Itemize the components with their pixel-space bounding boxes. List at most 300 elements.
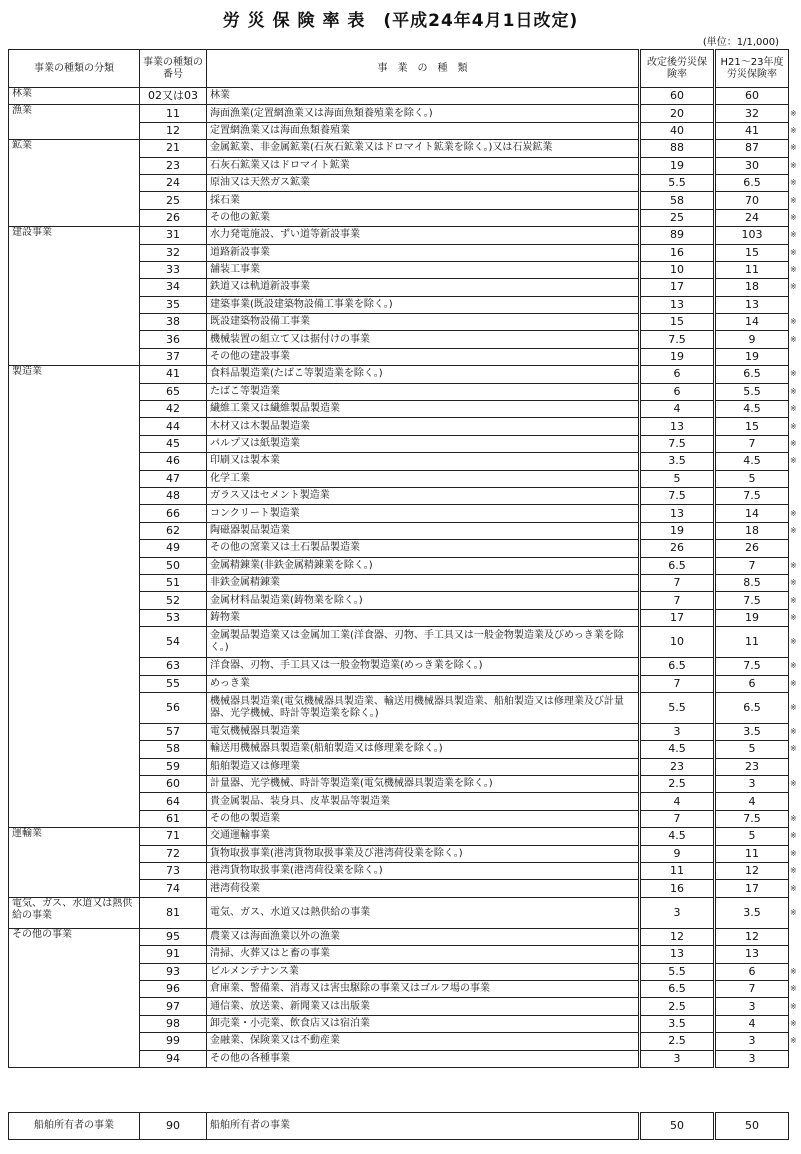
revision-mark: ※ [790,907,797,917]
new-rate: 13 [640,946,715,963]
revision-mark: ※ [790,612,797,622]
old-rate: 15 [715,418,789,435]
new-rate: 25 [640,209,715,226]
new-rate: 13 [640,505,715,522]
old-rate: 6.5 [715,366,789,383]
business-number: 98 [140,1015,207,1032]
business-number: 48 [140,487,207,504]
business-name: 食料品製造業(たばこ等製造業を除く。) [207,366,640,383]
business-number: 52 [140,592,207,609]
table-row [9,897,799,928]
revision-mark [789,928,799,945]
old-rate: 103 [715,227,789,244]
category-cell: 電気、ガス、水道又は熱供給の事業 [9,897,140,928]
old-rate: 4 [715,793,789,810]
business-name: 金融業、保険業又は不動産業 [207,1033,640,1050]
revision-mark: ※ [790,866,797,876]
business-name: 洋食器、刃物、手工具又は一般金物製造業(めっき業を除く。) [207,658,640,675]
revision-mark [789,88,799,105]
old-rate: 3 [715,998,789,1015]
table-row [9,105,799,122]
revision-mark: ※ [790,160,797,170]
new-rate: 40 [640,122,715,139]
category-cell: 漁業 [9,105,140,140]
business-number: 02又は03 [140,88,207,105]
revision-mark: ※ [790,637,797,647]
revision-mark: ※ [790,848,797,858]
new-rate: 6 [640,366,715,383]
revision-mark: ※ [790,702,797,712]
business-name: 石灰石鉱業又はドロマイト鉱業 [207,157,640,174]
revision-mark: ※ [790,178,797,188]
business-number: 53 [140,609,207,626]
old-rate: 17 [715,880,789,897]
old-rate: 3 [715,776,789,793]
business-number: 81 [140,897,207,928]
new-rate: 7 [640,592,715,609]
business-number: 21 [140,140,207,157]
table-row [9,928,799,945]
new-rate: 5.5 [640,963,715,980]
business-name: めっき業 [207,675,640,692]
business-name: 海面漁業(定置網漁業又は海面魚類養殖業を除く。) [207,105,640,122]
revision-mark [789,758,799,775]
revision-mark: ※ [790,661,797,671]
business-number: 60 [140,776,207,793]
business-number: 57 [140,723,207,740]
old-rate: 5 [715,828,789,845]
business-name: 交通運輸事業 [207,828,640,845]
business-number: 71 [140,828,207,845]
category-cell: 建設事業 [9,227,140,366]
header-business: 事 業 の 種 類 [207,50,640,88]
business-name: たばこ等製造業 [207,383,640,400]
business-number: 51 [140,574,207,591]
new-rate: 4 [640,401,715,418]
new-rate: 10 [640,261,715,278]
new-rate: 3 [640,1050,715,1067]
old-rate: 14 [715,314,789,331]
footer-business: 船舶所有者の事業 [207,1113,640,1140]
business-name: 金属精錬業(非鉄金属精錬業を除く。) [207,557,640,574]
business-number: 72 [140,845,207,862]
revision-mark [789,540,799,557]
old-rate: 19 [715,609,789,626]
new-rate: 17 [640,609,715,626]
business-name: 木材又は木製品製造業 [207,418,640,435]
business-name: 倉庫業、警備業、消毒又は害虫駆除の事業又はゴルフ場の事業 [207,980,640,997]
new-rate: 3.5 [640,1015,715,1032]
revision-mark: ※ [790,744,797,754]
business-name: 水力発電施設、ずい道等新設事業 [207,227,640,244]
business-number: 45 [140,435,207,452]
revision-mark: ※ [790,525,797,535]
old-rate: 15 [715,244,789,261]
business-number: 44 [140,418,207,435]
old-rate: 5.5 [715,383,789,400]
business-name: 清掃、火葬又はと畜の事業 [207,946,640,963]
business-name: 機械装置の組立て又は据付けの事業 [207,331,640,348]
business-name: 繊維工業又は繊維製品製造業 [207,401,640,418]
business-name: 舗装工事業 [207,261,640,278]
new-rate: 58 [640,192,715,209]
new-rate: 6.5 [640,980,715,997]
old-rate: 23 [715,758,789,775]
business-number: 65 [140,383,207,400]
business-number: 94 [140,1050,207,1067]
new-rate: 88 [640,140,715,157]
new-rate: 23 [640,758,715,775]
revision-mark: ※ [790,1018,797,1028]
footer-row [9,1113,799,1140]
revision-mark: ※ [790,779,797,789]
old-rate: 3.5 [715,723,789,740]
revision-mark [789,487,799,504]
category-cell: その他の事業 [9,928,140,1067]
old-rate: 7.5 [715,810,789,827]
category-cell: 鉱業 [9,140,140,227]
business-number: 33 [140,261,207,278]
header-number: 事業の種類の番号 [140,50,207,88]
revision-mark: ※ [790,108,797,118]
business-name: 農業又は海面漁業以外の漁業 [207,928,640,945]
old-rate: 11 [715,261,789,278]
business-number: 58 [140,741,207,758]
business-name: 電気、ガス、水道又は熱供給の事業 [207,897,640,928]
revision-mark: ※ [790,831,797,841]
business-number: 61 [140,810,207,827]
business-name: 貨物取扱事業(港湾貨物取扱事業及び港湾荷役業を除く。) [207,845,640,862]
business-number: 63 [140,658,207,675]
revision-mark: ※ [790,578,797,588]
revision-mark: ※ [790,595,797,605]
business-number: 38 [140,314,207,331]
business-number: 99 [140,1033,207,1050]
business-number: 32 [140,244,207,261]
business-number: 96 [140,980,207,997]
old-rate: 41 [715,122,789,139]
old-rate: 6.5 [715,692,789,723]
business-name: 金属材料品製造業(鋳物業を除く。) [207,592,640,609]
business-name: ガラス又はセメント製造業 [207,487,640,504]
old-rate: 18 [715,522,789,539]
new-rate: 12 [640,928,715,945]
new-rate: 2.5 [640,1033,715,1050]
revision-mark: ※ [790,125,797,135]
revision-mark: ※ [790,984,797,994]
new-rate: 7.5 [640,435,715,452]
old-rate: 19 [715,348,789,365]
table-row [9,88,799,105]
business-name: 建築事業(既設建築物設備工事業を除く。) [207,296,640,313]
business-number: 56 [140,692,207,723]
business-name: 電気機械器具製造業 [207,723,640,740]
revision-mark [789,1050,799,1067]
revision-mark: ※ [790,386,797,396]
new-rate: 4 [640,793,715,810]
old-rate: 87 [715,140,789,157]
revision-mark: ※ [790,212,797,222]
old-rate: 9 [715,331,789,348]
old-rate: 3.5 [715,897,789,928]
category-cell: 林業 [9,88,140,105]
new-rate: 7.5 [640,487,715,504]
new-rate: 19 [640,157,715,174]
old-rate: 4.5 [715,401,789,418]
old-rate: 6 [715,963,789,980]
category-cell: 運輸業 [9,828,140,898]
business-name: 通信業、放送業、新聞業又は出版業 [207,998,640,1015]
old-rate: 11 [715,845,789,862]
revision-mark: ※ [790,334,797,344]
business-name: 原油又は天然ガス鉱業 [207,174,640,191]
revision-mark: ※ [790,421,797,431]
business-name: その他の製造業 [207,810,640,827]
new-rate: 7 [640,574,715,591]
revision-mark: ※ [790,265,797,275]
old-rate: 8.5 [715,574,789,591]
page-title: 労 災 保 険 率 表 (平成24年4月1日改定) [222,11,579,31]
old-rate: 12 [715,863,789,880]
old-rate: 32 [715,105,789,122]
old-rate: 7 [715,435,789,452]
table-row [9,366,799,383]
business-name: 鉄道又は軌道新設事業 [207,279,640,296]
footer-number: 90 [140,1113,207,1140]
old-rate: 70 [715,192,789,209]
business-number: 46 [140,453,207,470]
business-number: 41 [140,366,207,383]
old-rate: 60 [715,88,789,105]
revision-mark: ※ [790,814,797,824]
business-name: その他の各種事業 [207,1050,640,1067]
new-rate: 16 [640,880,715,897]
revision-mark: ※ [790,195,797,205]
old-rate: 7 [715,980,789,997]
new-rate: 7 [640,810,715,827]
old-rate: 26 [715,540,789,557]
new-rate: 6 [640,383,715,400]
new-rate: 10 [640,627,715,658]
new-rate: 20 [640,105,715,122]
revision-mark: ※ [790,966,797,976]
business-number: 12 [140,122,207,139]
revision-mark [789,946,799,963]
business-number: 55 [140,675,207,692]
new-rate: 2.5 [640,776,715,793]
new-rate: 5.5 [640,692,715,723]
header-old-rate: H21～23年度労災保険率 [715,50,789,88]
business-name: 貴金属製品、装身具、皮革製品等製造業 [207,793,640,810]
business-name: 計量器、光学機械、時計等製造業(電気機械器具製造業を除く。) [207,776,640,793]
business-number: 35 [140,296,207,313]
business-name: パルプ又は紙製造業 [207,435,640,452]
business-name: 鋳物業 [207,609,640,626]
table-row [9,227,799,244]
revision-mark [789,793,799,810]
business-name: 道路新設事業 [207,244,640,261]
new-rate: 89 [640,227,715,244]
old-rate: 14 [715,505,789,522]
rate-table [8,49,799,1068]
old-rate: 6 [715,675,789,692]
old-rate: 7.5 [715,487,789,504]
new-rate: 3 [640,897,715,928]
new-rate: 17 [640,279,715,296]
new-rate: 16 [640,244,715,261]
business-name: 金属製品製造業又は金属加工業(洋食器、刃物、手工具又は一般金物製造業及びめっき業を除く。) [207,627,640,658]
old-rate: 5 [715,470,789,487]
revision-mark [789,470,799,487]
header-category: 事業の種類の分類 [9,50,140,88]
business-name: 船舶製造又は修理業 [207,758,640,775]
header-new-rate: 改定後労災保険率 [640,50,715,88]
business-name: 既設建築物設備工事業 [207,314,640,331]
new-rate: 11 [640,863,715,880]
business-name: 採石業 [207,192,640,209]
old-rate: 24 [715,209,789,226]
revision-mark: ※ [790,369,797,379]
new-rate: 26 [640,540,715,557]
revision-mark [789,348,799,365]
business-number: 59 [140,758,207,775]
new-rate: 3.5 [640,453,715,470]
revision-mark: ※ [790,883,797,893]
business-number: 31 [140,227,207,244]
old-rate: 3 [715,1033,789,1050]
old-rate: 7 [715,557,789,574]
business-number: 95 [140,928,207,945]
business-name: 化学工業 [207,470,640,487]
new-rate: 60 [640,88,715,105]
unit-label: (単位：1/1,000) [702,37,779,48]
revision-mark: ※ [790,560,797,570]
business-number: 42 [140,401,207,418]
business-name: 卸売業・小売業、飲食店又は宿泊業 [207,1015,640,1032]
business-name: コンクリート製造業 [207,505,640,522]
new-rate: 7.5 [640,331,715,348]
business-number: 54 [140,627,207,658]
revision-mark: ※ [790,1036,797,1046]
business-number: 23 [140,157,207,174]
new-rate: 6.5 [640,658,715,675]
business-number: 97 [140,998,207,1015]
table-row [9,828,799,845]
new-rate: 5.5 [640,174,715,191]
business-name: 印刷又は製本業 [207,453,640,470]
business-number: 36 [140,331,207,348]
business-number: 34 [140,279,207,296]
business-name: 輸送用機械器具製造業(船舶製造又は修理業を除く。) [207,741,640,758]
business-number: 66 [140,505,207,522]
revision-mark: ※ [790,727,797,737]
revision-mark: ※ [790,439,797,448]
new-rate: 13 [640,418,715,435]
footer-category: 船舶所有者の事業 [9,1113,140,1140]
old-rate: 4.5 [715,453,789,470]
business-number: 91 [140,946,207,963]
new-rate: 6.5 [640,557,715,574]
table-row [9,140,799,157]
old-rate: 5 [715,741,789,758]
new-rate: 13 [640,296,715,313]
business-number: 37 [140,348,207,365]
business-name: その他の建設事業 [207,348,640,365]
business-name: 陶磁器製品製造業 [207,522,640,539]
old-rate: 4 [715,1015,789,1032]
new-rate: 15 [640,314,715,331]
new-rate: 4.5 [640,828,715,845]
old-rate: 13 [715,946,789,963]
business-name: 機械器具製造業(電気機械器具製造業、輸送用機械器具製造業、船舶製造又は修理業及び計量器、光学機械、時計等製造業を除く。) [207,692,640,723]
revision-mark: ※ [790,1001,797,1011]
business-name: その他の窯業又は土石製品製造業 [207,540,640,557]
footer-new-rate: 50 [640,1113,715,1140]
business-name: その他の鉱業 [207,209,640,226]
old-rate: 13 [715,296,789,313]
category-cell: 製造業 [9,366,140,828]
revision-mark [789,296,799,313]
business-number: 49 [140,540,207,557]
new-rate: 2.5 [640,998,715,1015]
business-number: 47 [140,470,207,487]
new-rate: 4.5 [640,741,715,758]
business-number: 62 [140,522,207,539]
old-rate: 30 [715,157,789,174]
old-rate: 7.5 [715,592,789,609]
business-number: 26 [140,209,207,226]
new-rate: 7 [640,675,715,692]
business-number: 93 [140,963,207,980]
old-rate: 12 [715,928,789,945]
revision-mark: ※ [790,678,797,688]
business-name: 非鉄金属精錬業 [207,574,640,591]
business-name: 林業 [207,88,640,105]
revision-mark: ※ [790,230,797,240]
business-number: 50 [140,557,207,574]
new-rate: 5 [640,470,715,487]
business-number: 64 [140,793,207,810]
business-number: 74 [140,880,207,897]
old-rate: 3 [715,1050,789,1067]
footer-table [8,1112,799,1140]
business-name: 金属鉱業、非金属鉱業(石灰石鉱業又はドロマイト鉱業を除く。)又は石炭鉱業 [207,140,640,157]
new-rate: 19 [640,522,715,539]
revision-mark: ※ [790,456,797,466]
revision-mark: ※ [790,247,797,257]
new-rate: 3 [640,723,715,740]
revision-mark: ※ [790,282,797,292]
new-rate: 9 [640,845,715,862]
old-rate: 11 [715,627,789,658]
business-number: 11 [140,105,207,122]
old-rate: 7.5 [715,658,789,675]
footer-old-rate: 50 [715,1113,789,1140]
business-name: 港湾貨物取扱事業(港湾荷役業を除く。) [207,863,640,880]
business-name: 定置網漁業又は海面魚類養殖業 [207,122,640,139]
business-name: ビルメンテナンス業 [207,963,640,980]
revision-mark: ※ [790,508,797,518]
business-number: 25 [140,192,207,209]
old-rate: 18 [715,279,789,296]
old-rate: 6.5 [715,174,789,191]
business-number: 73 [140,863,207,880]
revision-mark: ※ [790,143,797,153]
business-number: 24 [140,174,207,191]
revision-mark: ※ [790,404,797,414]
new-rate: 19 [640,348,715,365]
revision-mark: ※ [790,317,797,327]
